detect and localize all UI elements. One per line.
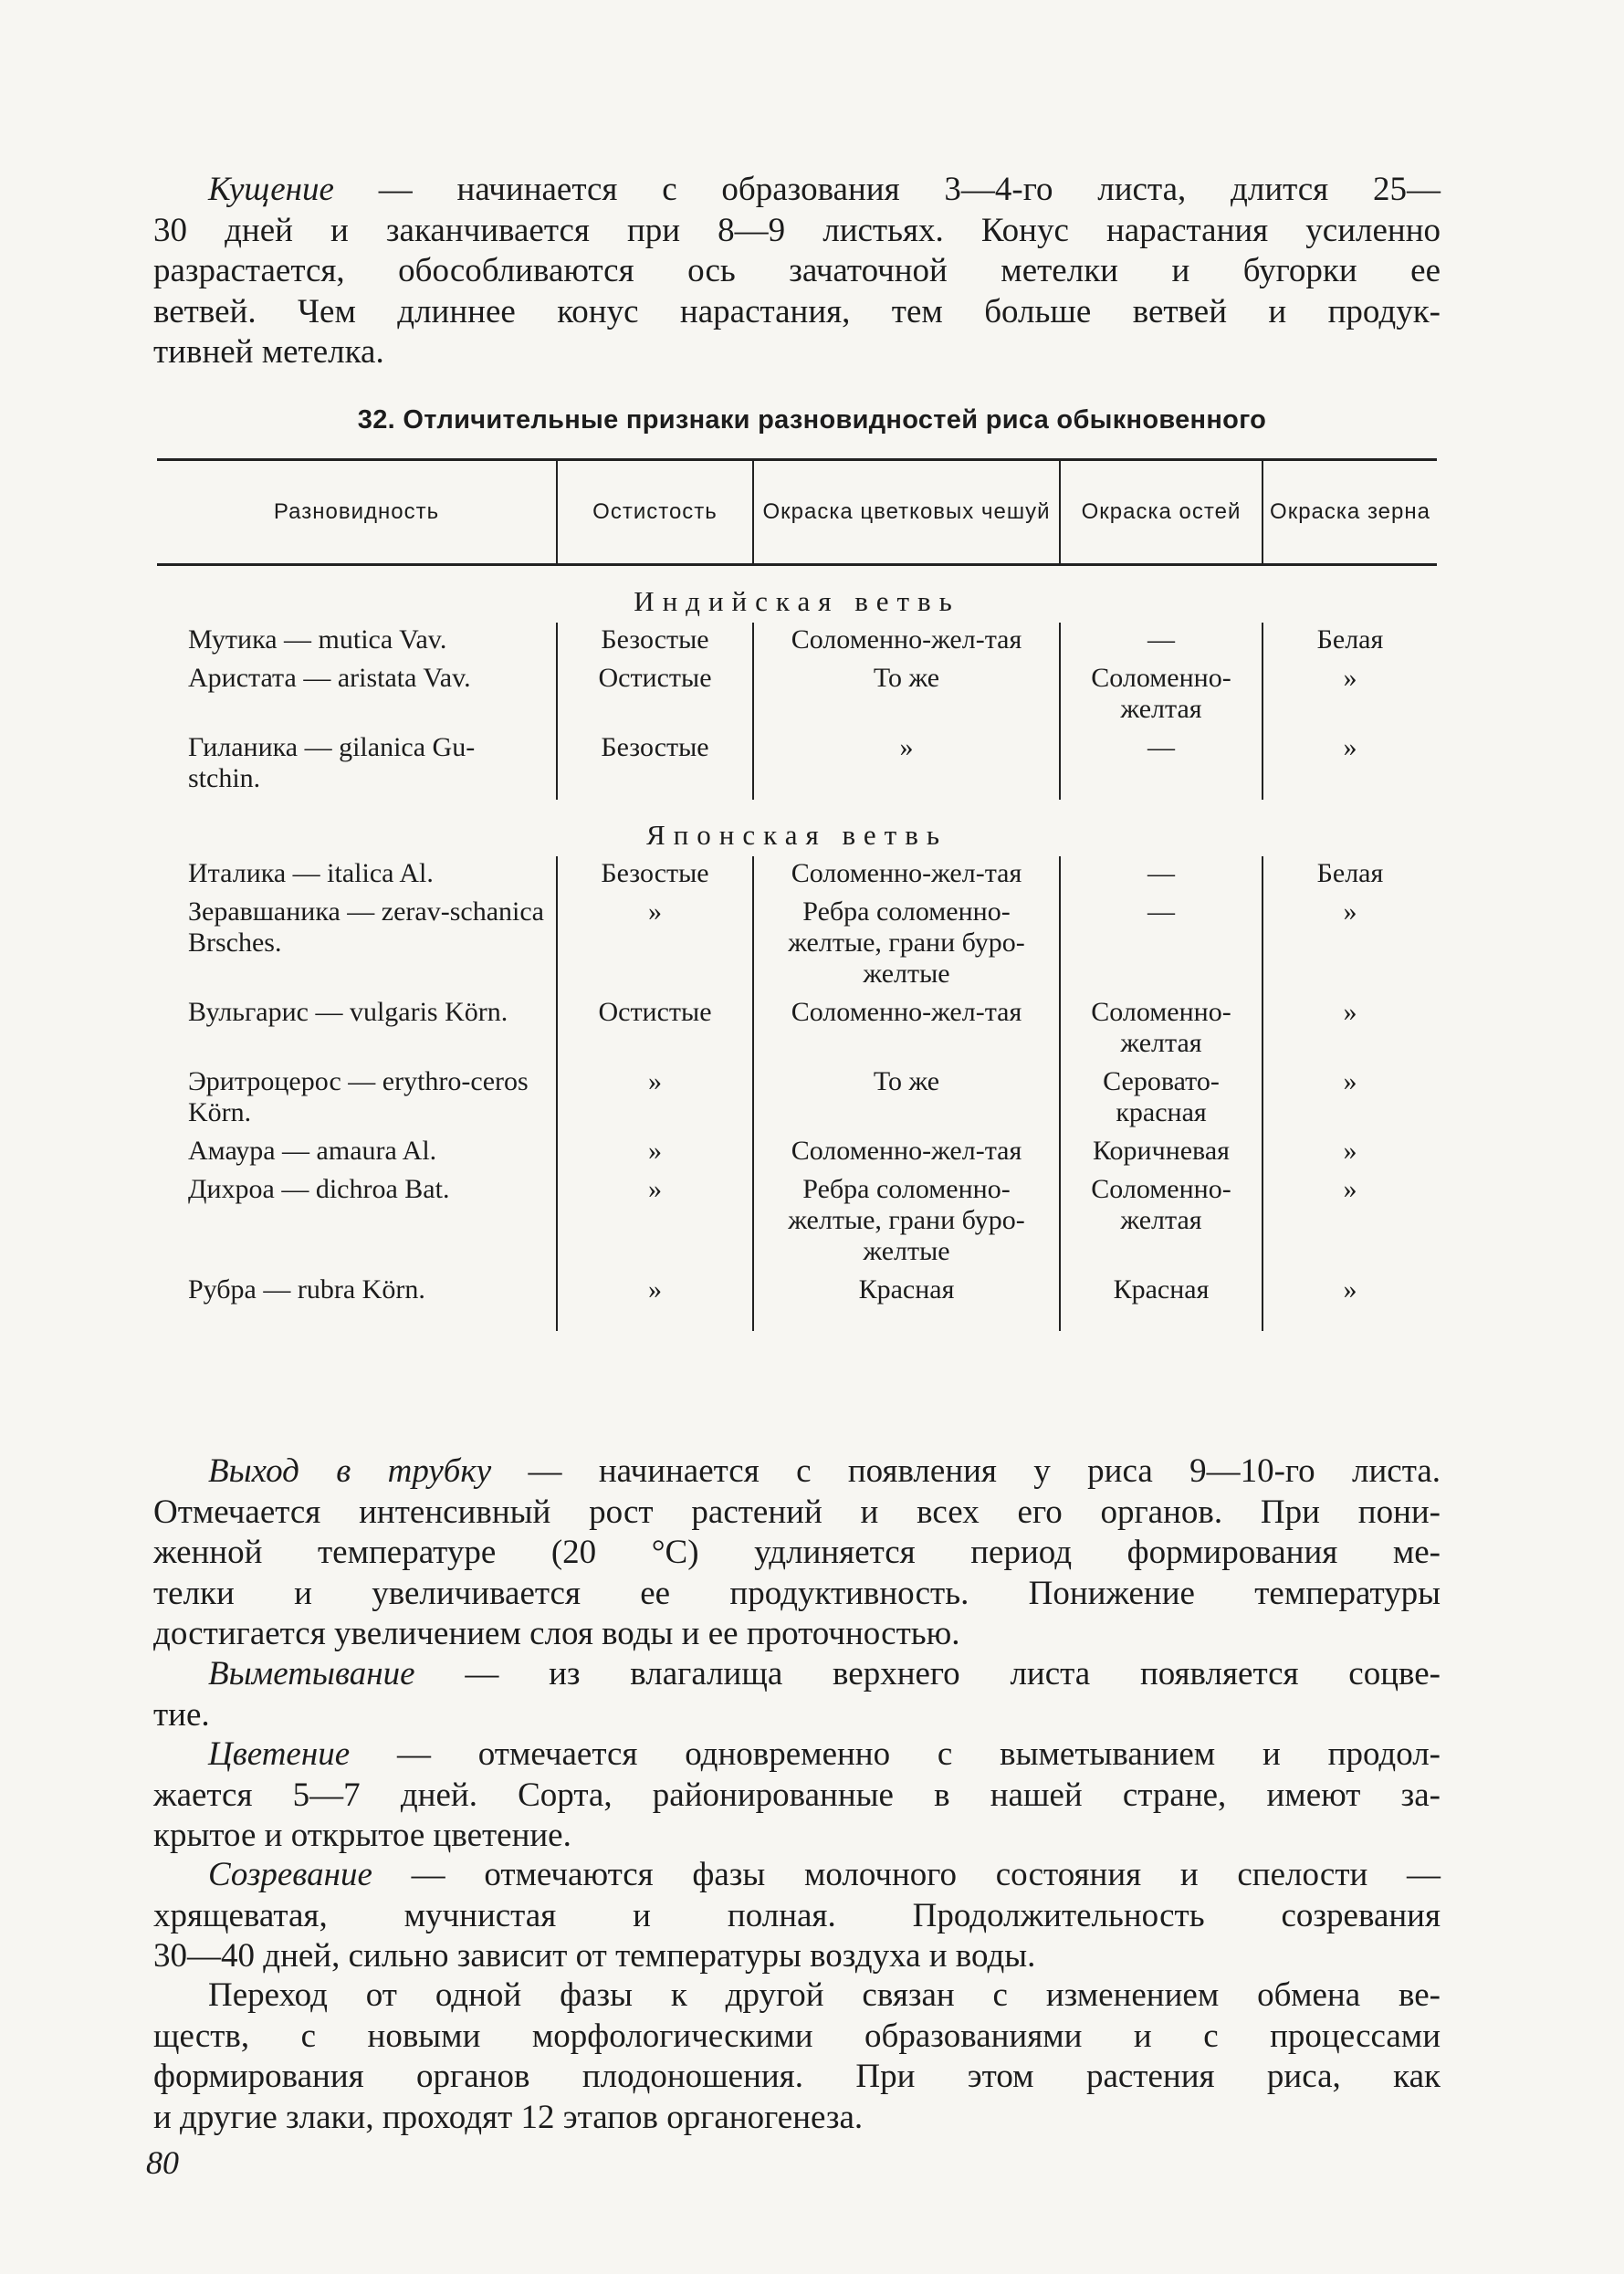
table-cell-variety: Вульгарис — vulgaris Körn. — [188, 997, 508, 1027]
header-glume-color: Окраска цветковых чешуй — [753, 460, 1060, 565]
phase-term: Выход в трубку — [208, 1452, 492, 1490]
table-cell-variety: Гиланика — gilanica Gu-stchin. — [188, 732, 476, 793]
table-cell-variety: Амаура — amaura Al. — [188, 1136, 437, 1166]
table-cell-variety: Рубра — rubra Körn. — [188, 1274, 425, 1305]
table-cell-variety: Дихроа — dichroa Bat. — [188, 1174, 450, 1204]
table-row — [157, 895, 1437, 995]
table-cell-variety: Зеравшаника — zerav-schanica Brsches. — [188, 896, 544, 958]
table-cell-grain-color: » — [1263, 730, 1437, 800]
page-number: 80 — [146, 2144, 179, 2181]
paragraph — [153, 1734, 1441, 1857]
table-cell-glume-color: То же — [753, 661, 1060, 730]
text-line: и другие злаки, проходят 12 этапов органогенеза. — [153, 2098, 864, 2136]
table-cell-glume-color: Соломенно-жел-тая — [753, 1134, 1060, 1172]
text-line: Цветение — отмечается одновременно с выметыванием и продол- — [208, 1735, 1441, 1773]
table-cell-awn-color: — — [1060, 856, 1263, 895]
header-awn-color: Окраска остей — [1060, 460, 1263, 565]
table-cell-grain-color: » — [1263, 1064, 1437, 1134]
text-line: крытое и открытое цветение. — [153, 1817, 571, 1854]
text-line: телки и увеличивается ее продуктивность. Понижение температуры — [153, 1574, 1441, 1612]
table-cell-glume-color: Соломенно-жел-тая — [753, 856, 1060, 895]
table-row — [157, 995, 1437, 1064]
table-cell-grain-color: » — [1263, 1273, 1437, 1331]
table-cell-grain-color: Белая — [1263, 856, 1437, 895]
table-row — [157, 730, 1437, 800]
paragraph — [153, 1451, 1441, 1655]
text-line: 30—40 дней, сильно зависит от температуры воздуха и воды. — [153, 1937, 1036, 1975]
table-header-row — [157, 460, 1437, 565]
table-cell-awns: Безостые — [557, 856, 753, 895]
text-line: хрящеватая, мучнистая и полная. Продолжительность созревания — [153, 1896, 1441, 1934]
table-cell-variety: Италика — italica Al. — [188, 858, 434, 888]
text-line: Выход в трубку — начинается с появления у риса 9—10-го листа. — [208, 1452, 1441, 1490]
table-cell-grain-color: » — [1263, 995, 1437, 1064]
phase-term: Выметывание — [208, 1655, 415, 1692]
table-cell-awns: » — [557, 895, 753, 995]
table-row — [157, 1172, 1437, 1273]
table-cell-glume-color: Красная — [753, 1273, 1060, 1331]
intro-paragraph — [153, 170, 1441, 373]
table-cell-awn-color: Красная — [1060, 1273, 1263, 1331]
branch-row-indian — [157, 565, 1437, 624]
text-line: ществ, с новыми морфологическими образованиями и с процессами — [153, 2017, 1441, 2055]
branch-title: Японская ветвь — [645, 819, 948, 851]
text-line: Отмечается интенсивный рост растений и всех его органов. При пони- — [153, 1493, 1441, 1531]
header-variety: Разновидность — [157, 460, 557, 565]
table-cell-awn-color: — — [1060, 623, 1263, 661]
paragraph — [153, 1975, 1441, 2138]
text-line: Созревание — отмечаются фазы молочного состояния и спелости — — [208, 1856, 1441, 1893]
rice-varieties-table — [157, 458, 1437, 1331]
table-cell-awn-color: Соломенно-желтая — [1060, 1172, 1263, 1273]
text-line: 30 дней и заканчивается при 8—9 листьях. Конус нарастания усиленно — [153, 211, 1441, 249]
table-cell-awn-color: — — [1060, 895, 1263, 995]
text-line: тие. — [153, 1695, 210, 1734]
table-cell-grain-color: Белая — [1263, 623, 1437, 661]
table-cell-awns: » — [557, 1134, 753, 1172]
table-cell-awns: Остистые — [557, 661, 753, 730]
table-cell-awn-color: Коричневая — [1060, 1134, 1263, 1172]
table-cell-awn-color: Соломенно-желтая — [1060, 995, 1263, 1064]
table-cell-variety: Аристата — aristata Vav. — [188, 663, 471, 693]
table-row — [157, 1064, 1437, 1134]
table-cell-awns: Безостые — [557, 623, 753, 661]
table-cell-variety: Эритроцерос — erythro-ceros Körn. — [188, 1066, 529, 1127]
table-cell-grain-color: » — [1263, 1172, 1437, 1273]
table-row — [157, 856, 1437, 895]
table-caption: 32. Отличительные признаки разновидностей риса обыкновенного — [357, 405, 1267, 435]
table-cell-glume-color: » — [753, 730, 1060, 800]
table-cell-grain-color: » — [1263, 895, 1437, 995]
paragraph — [153, 1855, 1441, 1977]
table-cell-glume-color: Ребра соломенно-желтые, грани буро-желтые — [753, 895, 1060, 995]
text-line: Выметывание — из влагалища верхнего листа появляется соцве- — [208, 1655, 1441, 1692]
phase-term: Созревание — [208, 1856, 372, 1893]
text-line: формирования органов плодоношения. При этом растения риса, как — [153, 2058, 1441, 2095]
text-line: жается 5—7 дней. Сорта, районированные в нашей стране, имеют за- — [153, 1776, 1441, 1814]
table-cell-glume-color: Соломенно-жел-тая — [753, 995, 1060, 1064]
table-row — [157, 1134, 1437, 1172]
table-cell-grain-color: » — [1263, 661, 1437, 730]
table-cell-awns: » — [557, 1064, 753, 1134]
phase-term: Цветение — [208, 1735, 351, 1773]
table-row — [157, 661, 1437, 730]
text-line: Переход от одной фазы к другой связан с изменением обмена ве- — [208, 1976, 1441, 2014]
branch-title: Индийская ветвь — [634, 585, 960, 617]
table-cell-awns: Безостые — [557, 730, 753, 800]
header-awns: Остистость — [557, 460, 753, 565]
table-row — [157, 623, 1437, 661]
table-cell-grain-color: » — [1263, 1134, 1437, 1172]
text-line: ветвей. Чем длиннее конус нарастания, тем больше ветвей и продук- — [153, 292, 1441, 330]
text-line: Кущение — начинается с образования 3—4-го листа, длится 25— — [208, 171, 1441, 208]
table-row — [157, 1273, 1437, 1331]
branch-row-japanese — [157, 800, 1437, 856]
table-cell-awn-color: Серовато-красная — [1060, 1064, 1263, 1134]
term-tillering: Кущение — [208, 171, 334, 208]
text-line: достигается увеличением слоя воды и ее проточностью. — [153, 1615, 960, 1652]
table-cell-awn-color: — — [1060, 730, 1263, 800]
paragraph — [153, 1654, 1441, 1735]
table-cell-glume-color: Ребра соломенно-желтые, грани буро-желтые — [753, 1172, 1060, 1273]
table-cell-awns: » — [557, 1172, 753, 1273]
table-cell-glume-color: То же — [753, 1064, 1060, 1134]
header-grain-color: Окраска зерна — [1263, 460, 1437, 565]
text-line: женной температуре (20 °С) удлиняется период формирования ме- — [153, 1534, 1441, 1571]
text-line: разрастается, обособливаются ось зачаточной метелки и бугорки ее — [153, 252, 1441, 289]
table-cell-awns: Остистые — [557, 995, 753, 1064]
table-body — [157, 565, 1437, 1332]
text-line: тивней метелка. — [153, 333, 384, 371]
table-cell-variety: Мутика — mutica Vav. — [188, 624, 447, 655]
table-cell-glume-color: Соломенно-жел-тая — [753, 623, 1060, 661]
table-cell-awns: » — [557, 1273, 753, 1331]
table-cell-awn-color: Соломенно-желтая — [1060, 661, 1263, 730]
